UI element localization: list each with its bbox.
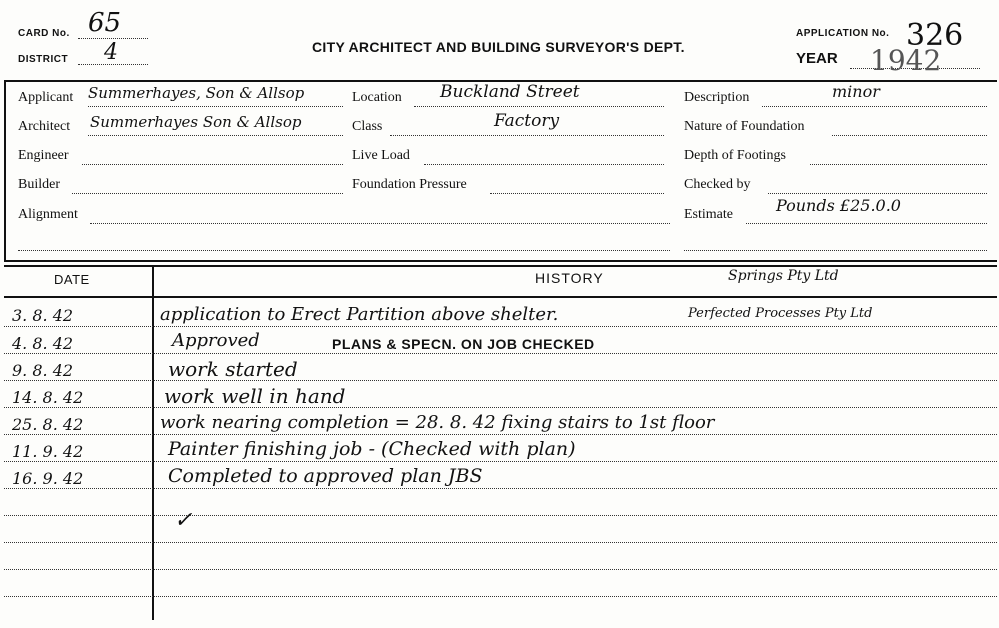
- applicant-value: Summerhayes, Son & Allsop: [88, 84, 305, 102]
- history-row-1-text: application to Erect Partition above shelter.: [160, 304, 559, 325]
- history-row-4-text: work well in hand: [164, 384, 346, 408]
- location-value: Buckland Street: [440, 82, 580, 102]
- depth-of-footings-label: Depth of Footings: [684, 148, 786, 163]
- engineer-label: Engineer: [18, 148, 69, 163]
- application-no-value: 326: [906, 18, 964, 53]
- history-column-header: HISTORY: [535, 270, 604, 286]
- description-value: minor: [832, 82, 880, 101]
- history-row-5-text: work nearing completion = 28. 8. 42 fixing stairs to 1st floor: [160, 412, 715, 433]
- alignment-label: Alignment: [18, 207, 78, 222]
- card-no-value: 65: [88, 8, 122, 38]
- history-row-3-date: 9. 8. 42: [12, 361, 74, 380]
- nature-of-foundation-label: Nature of Foundation: [684, 119, 805, 134]
- foundation-pressure-label: Foundation Pressure: [352, 177, 467, 192]
- history-row-2-text: Approved: [172, 330, 260, 351]
- department-title: CITY ARCHITECT AND BUILDING SURVEYOR'S DEPT.: [312, 39, 685, 55]
- checked-stamp: PLANS & SPECN. ON JOB CHECKED: [332, 336, 595, 352]
- history-row-1-note: Perfected Processes Pty Ltd: [688, 306, 873, 321]
- estimate-label: Estimate: [684, 207, 733, 222]
- class-label: Class: [352, 119, 383, 134]
- class-value: Factory: [494, 111, 560, 131]
- history-row-6-date: 11. 9. 42: [12, 442, 84, 461]
- history-row-1-date: 3. 8. 42: [12, 306, 74, 325]
- builder-label: Builder: [18, 177, 60, 192]
- top-note: Springs Pty Ltd: [728, 268, 839, 284]
- architect-value: Summerhayes Son & Allsop: [90, 113, 302, 131]
- history-row-6-text: Painter finishing job - (Checked with plan): [168, 438, 576, 460]
- history-row-7-text: Completed to approved plan JBS: [168, 465, 483, 487]
- history-row-2-date: 4. 8. 42: [12, 334, 74, 353]
- history-row-5-date: 25. 8. 42: [12, 415, 84, 434]
- estimate-value: Pounds £25.0.0: [776, 196, 901, 215]
- district-label: DISTRICT: [18, 54, 69, 65]
- checked-by-label: Checked by: [684, 177, 751, 192]
- year-label: YEAR: [796, 50, 838, 67]
- history-row-3-text: work started: [168, 357, 298, 381]
- date-column-header: DATE: [54, 272, 90, 287]
- description-label: Description: [684, 90, 750, 105]
- history-row-4-date: 14. 8. 42: [12, 388, 84, 407]
- live-load-label: Live Load: [352, 148, 410, 163]
- district-value: 4: [104, 40, 118, 65]
- check-mark-icon: ✓: [174, 508, 193, 533]
- applicant-label: Applicant: [18, 90, 74, 105]
- architect-label: Architect: [18, 119, 71, 134]
- history-row-7-date: 16. 9. 42: [12, 469, 84, 488]
- location-label: Location: [352, 90, 402, 105]
- application-no-label: APPLICATION No.: [796, 28, 890, 39]
- card-no-label: CARD No.: [18, 28, 70, 39]
- year-value: 1942: [870, 44, 942, 77]
